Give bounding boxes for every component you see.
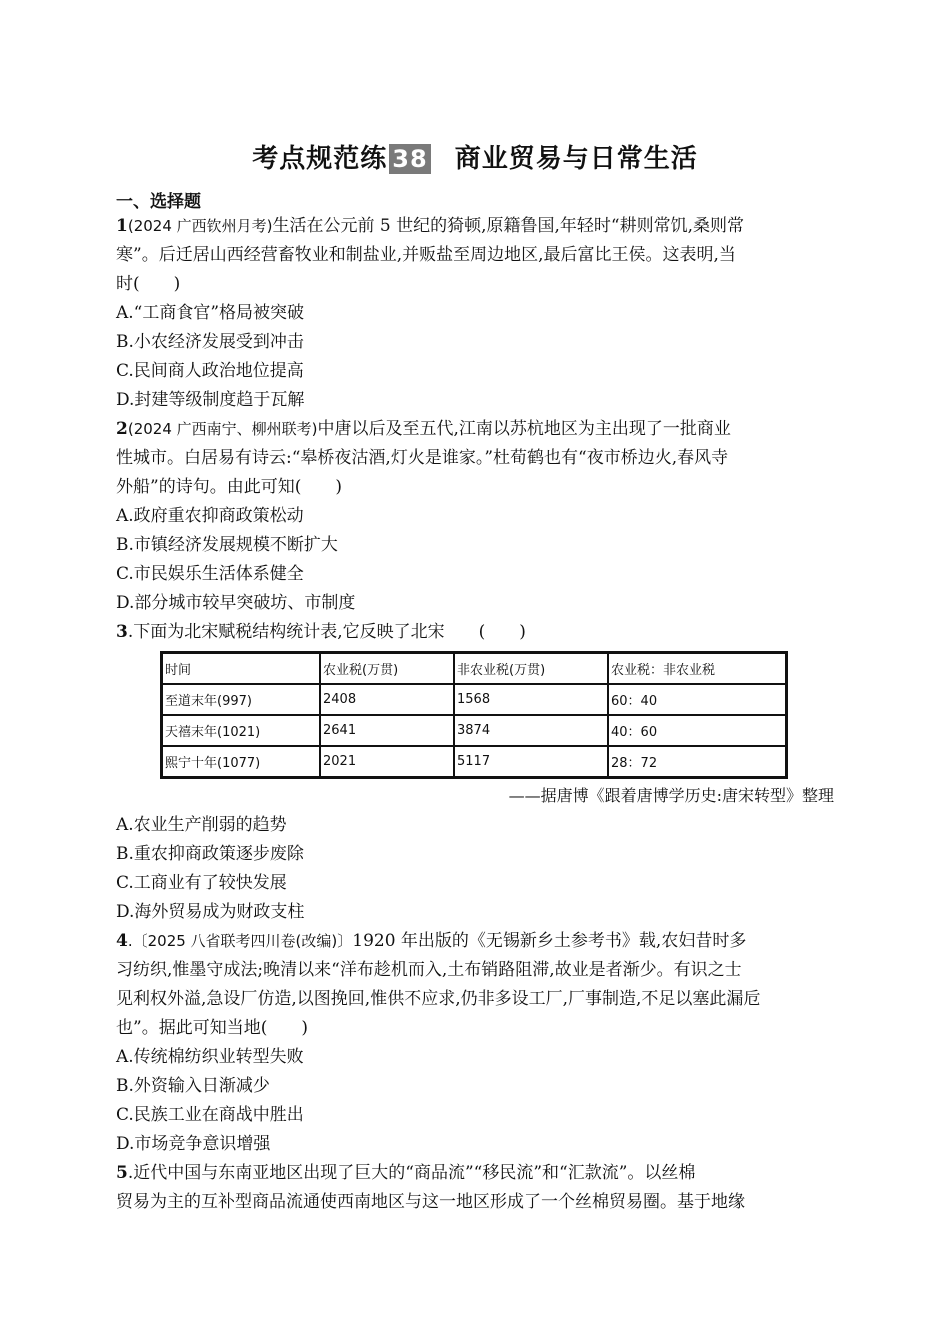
- question-number: 3: [116, 622, 128, 642]
- table-cell: 5117: [454, 746, 608, 778]
- table-row: [162, 746, 787, 778]
- table-cell: 2021: [320, 746, 454, 778]
- option-c[interactable]: C.民族工业在商战中胜出: [116, 1105, 304, 1125]
- option-a[interactable]: A.农业生产削弱的趋势: [116, 815, 287, 835]
- table-cell: 40：60: [608, 715, 787, 746]
- option-c[interactable]: C.民间商人政治地位提高: [116, 361, 304, 381]
- question-3: [116, 618, 836, 927]
- option-b[interactable]: B.小农经济发展受到冲击: [116, 332, 304, 352]
- question-source: (2024 广西钦州月考): [127, 217, 273, 235]
- table-header-cell: 农业税：非农业税: [608, 653, 787, 685]
- question-2: [116, 415, 836, 618]
- question-text: 习纺织,惟墨守成法;晚清以来“洋布趁机而入,土布销路阻滞,故业是者渐少。有识之士: [116, 960, 742, 980]
- table-row: [162, 715, 787, 746]
- question-source: .〔2025 八省联考四川卷(改编)〕: [127, 932, 353, 950]
- table-cell: 天禧末年(1021): [162, 715, 321, 746]
- table-cell: 28：72: [608, 746, 787, 778]
- table-cell: 熙宁十年(1077): [162, 746, 321, 778]
- option-b[interactable]: B.外资输入日渐减少: [116, 1076, 270, 1096]
- question-number: 1: [116, 216, 128, 236]
- question-text: 寒”。后迁居山西经营畜牧业和制盐业,并贩盐至周边地区,最后富比王侯。这表明,当: [116, 245, 736, 265]
- question-number: 2: [116, 419, 128, 439]
- question-text: 时( ): [116, 274, 181, 294]
- question-text: 也”。据此可知当地( ): [116, 1018, 308, 1038]
- question-text: .下面为北宋赋税结构统计表,它反映了北宋 ( ): [127, 622, 526, 642]
- title-prefix: 考点规范练: [252, 144, 388, 174]
- option-d[interactable]: D.部分城市较早突破坊、市制度: [116, 593, 356, 613]
- table-source-note: ——据唐博《跟着唐博学历史:唐宋转型》整理: [508, 786, 834, 805]
- question-source: (2024 广西南宁、柳州联考): [127, 420, 318, 438]
- question-number: 4: [116, 931, 128, 951]
- question-4: [116, 927, 836, 1159]
- question-list: [116, 212, 836, 1217]
- option-d[interactable]: D.海外贸易成为财政支柱: [116, 902, 305, 922]
- question-text: 生活在公元前 5 世纪的猗顿,原籍鲁国,年轻时“耕则常饥,桑则常: [272, 216, 745, 236]
- option-a[interactable]: A.政府重农抑商政策松动: [116, 506, 304, 526]
- question-number: 5: [116, 1163, 128, 1183]
- question-text: 外船”的诗句。由此可知( ): [116, 477, 342, 497]
- option-c[interactable]: C.市民娱乐生活体系健全: [116, 564, 304, 584]
- question-text: 见利权外溢,急设厂仿造,以图挽回,惟供不应求,仍非多设工厂,厂事制造,不足以塞此漏卮: [116, 989, 761, 1009]
- table-header-cell: 时间: [162, 653, 321, 685]
- section-heading: 一、选择题: [116, 192, 201, 212]
- option-b[interactable]: B.重农抑商政策逐步废除: [116, 844, 304, 864]
- question-text: 贸易为主的互补型商品流通使西南地区与这一地区形成了一个丝棉贸易圈。基于地缘: [116, 1192, 745, 1212]
- table-cell: 2641: [320, 715, 454, 746]
- option-a[interactable]: A.“工商食官”格局被突破: [116, 303, 305, 323]
- option-d[interactable]: D.市场竞争意识增强: [116, 1134, 271, 1154]
- question-5: [116, 1159, 836, 1217]
- table-header-cell: 农业税(万贯): [320, 653, 454, 685]
- question-text: 性城市。白居易有诗云:“皋桥夜沽酒,灯火是谁家。”杜荀鹤也有“夜市桥边火,春风寺: [116, 448, 729, 468]
- tax-structure-table: [160, 651, 788, 779]
- lesson-number-badge: 38: [389, 144, 430, 174]
- table-cell: 3874: [454, 715, 608, 746]
- option-b[interactable]: B.市镇经济发展规模不断扩大: [116, 535, 338, 555]
- table-row: [162, 684, 787, 715]
- table-cell: 至道末年(997): [162, 684, 321, 715]
- title-topic: 商业贸易与日常生活: [454, 144, 698, 174]
- option-d[interactable]: D.封建等级制度趋于瓦解: [116, 390, 305, 410]
- table-header-row: [162, 653, 787, 685]
- question-text: .近代中国与东南亚地区出现了巨大的“商品流”“移民流”和“汇款流”。以丝棉: [127, 1163, 696, 1183]
- table-cell: 60：40: [608, 684, 787, 715]
- option-c[interactable]: C.工商业有了较快发展: [116, 873, 287, 893]
- table-header-cell: 非农业税(万贯): [454, 653, 608, 685]
- page-title: [0, 138, 950, 175]
- option-a[interactable]: A.传统棉纺织业转型失败: [116, 1047, 304, 1067]
- question-1: [116, 212, 836, 415]
- question-text: 中唐以后及至五代,江南以苏杭地区为主出现了一批商业: [317, 419, 731, 439]
- table-cell: 1568: [454, 684, 608, 715]
- question-text: 1920 年出版的《无锡新乡土参考书》载,农妇昔时多: [352, 931, 747, 951]
- table-cell: 2408: [320, 684, 454, 715]
